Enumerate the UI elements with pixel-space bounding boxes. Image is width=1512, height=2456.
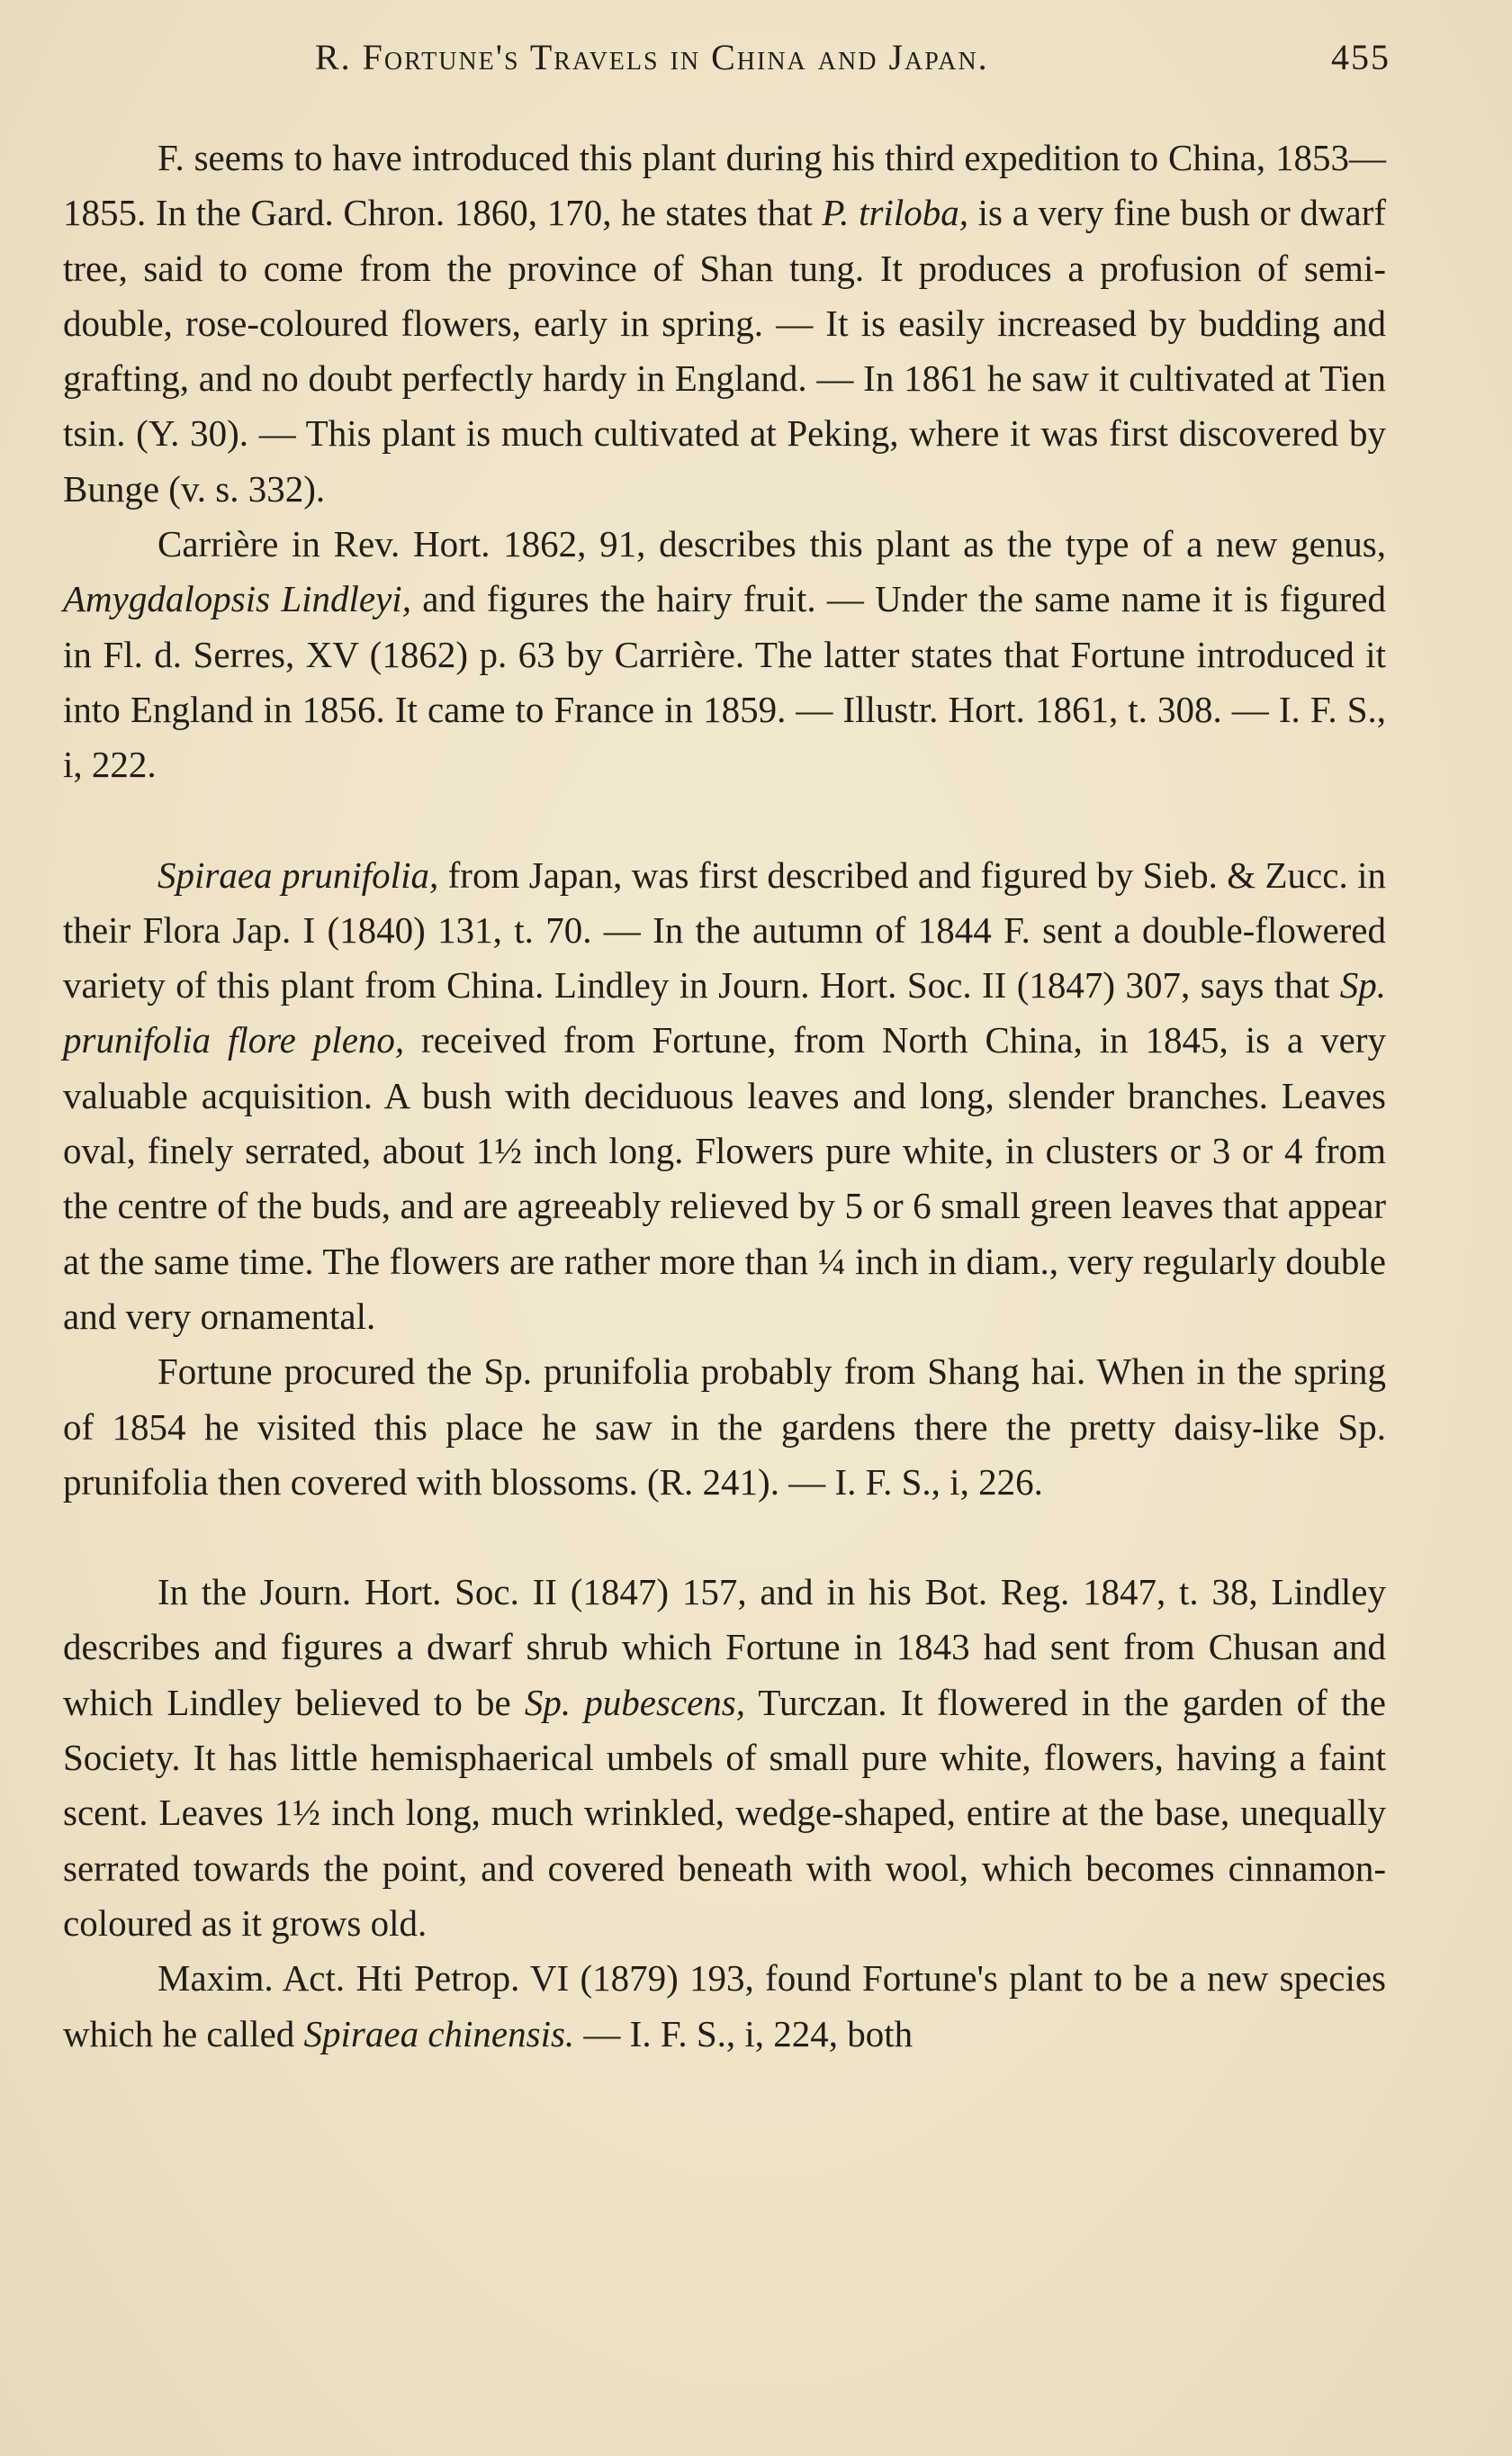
paragraph-p2 bbox=[63, 517, 1386, 792]
text-run: from Japan, was first described and figured by Sieb. & Zucc. in their Flora Jap. I (1840) 131, t. 70. — In the autumn of 1844 F. sent a double-flowered variety of this plant from China. Lindley in Journ. Hort. Soc. II (1847) 307, says that bbox=[63, 853, 1387, 1007]
text-run: Fortune procured the Sp. prunifolia probably from Shang hai. When in the spring of 1854 he visited this place he saw in the gardens there the pretty daisy-like Sp. prunifolia then covered with blossoms. (R. 241). — I. F. S., i, 226. bbox=[63, 1350, 1386, 1503]
body-text bbox=[63, 131, 1386, 2062]
text-run: Maxim. Act. Hti Petrop. VI (1879) 193, found Fortune's plant to be a new species which he called bbox=[63, 1957, 1386, 2054]
italic-taxon-name: Spiraea prunifolia, bbox=[158, 853, 439, 896]
running-head: R. Fortune's Travels in China and Japan. bbox=[315, 37, 989, 77]
paragraph-p1 bbox=[63, 131, 1386, 517]
italic-taxon-name: P. triloba, bbox=[822, 192, 968, 234]
text-run: In the Journ. Hort. Soc. II (1847) 157, and in his Bot. Reg. 1847, t. 38, Lindley describes and figures a dwarf shrub which Fortune in 1843 had sent from Chusan and which Lindley believed to be bbox=[63, 1571, 1386, 1723]
italic-taxon-name: Amygdalopsis Lindleyi, bbox=[63, 578, 411, 620]
text-run: Carrière in Rev. Hort. 1862, 91, describes this plant as the type of a new genus, bbox=[158, 523, 1386, 565]
paragraph-p4 bbox=[63, 1344, 1386, 1510]
italic-taxon-name: Sp. pubescens, bbox=[524, 1681, 746, 1723]
italic-taxon-name: Spiraea chinensis. bbox=[303, 2012, 575, 2054]
text-run: F. seems to have introduced this plant during his third expedition to China, 1853—1855. In the Gard. Chron. 1860, 170, he states that bbox=[63, 137, 1386, 234]
text-run: and figures the hairy fruit. — Under the same name it is figured in Fl. d. Serres, XV (1862) p. 63 by Carrière. The latter states that Fortune introduced it into England in 1856. It came to France in 1859. — Illustr. Hort. 1861, t. 308. — I. F. S., i, 222. bbox=[63, 578, 1386, 786]
page-number: 455 bbox=[1331, 37, 1390, 77]
page-header bbox=[63, 36, 1390, 90]
italic-taxon-name: Sp. prunifolia flore pleno, bbox=[63, 964, 1386, 1061]
paragraph-p5 bbox=[63, 1565, 1386, 1951]
text-run: is a very fine bush or dwarf tree, said to come from the province of Shan tung. It produces a profusion of semi-double, rose-coloured flowers, early in spring. — It is easily increased by budding and grafting, and no doubt perfectly hardy in England. — In 1861 he saw it cultivated at Tien tsin. (Y. 30). — This plant is much cultivated at Peking, where it was first discovered by Bunge (v. s. 332). bbox=[63, 192, 1387, 510]
text-run: Turczan. It flowered in the garden of the Society. It has little hemisphaerical umbels of small pure white, flowers, having a faint scent. Leaves 1½ inch long, much wrinkled, wedge-shaped, entire at the base, unequally serrated towards the point, and covered beneath with wool, which becomes cinnamon-coloured as it grows old. bbox=[63, 1681, 1386, 1944]
text-run: received from Fortune, from North China, in 1845, is a very valuable acquisition. A bush with deciduous leaves and long, slender branches. Leaves oval, finely serrated, about 1½ inch long. Flowers pure white, in clusters or 3 or 4 from the centre of the buds, and are agreeably relieved by 5 or 6 small green leaves that appear at the same time. The flowers are rather more than ¼ inch in diam., very regularly double and very ornamental. bbox=[63, 1019, 1386, 1337]
paragraph-p6 bbox=[63, 1951, 1386, 2062]
text-run: — I. F. S., i, 224, both bbox=[574, 2012, 914, 2054]
paragraph-p3 bbox=[63, 848, 1386, 1345]
